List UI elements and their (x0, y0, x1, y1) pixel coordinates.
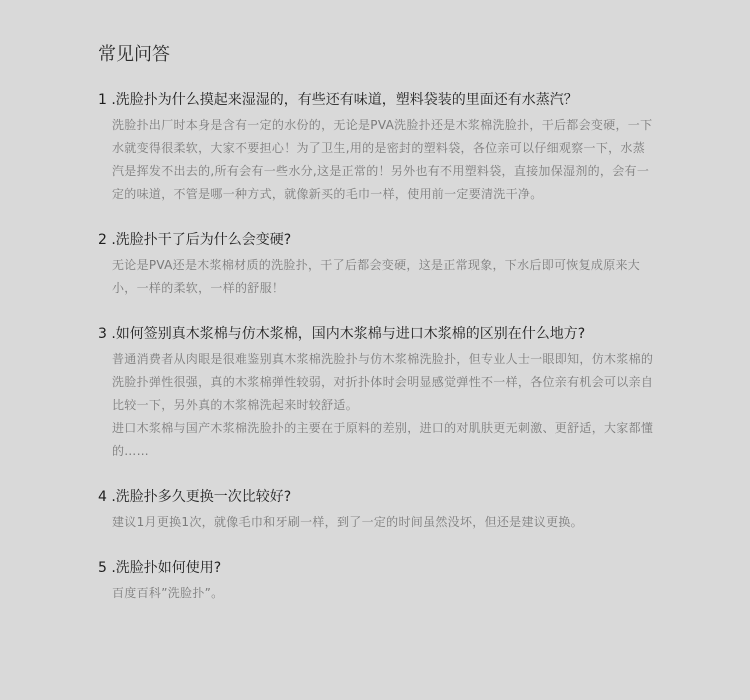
faq-answer-1 (112, 114, 656, 206)
faq-answer-paragraph: 无论是PVA还是木浆棉材质的洗脸扑，干了后都会变硬，这是正常现象，下水后即可恢复成原来大小，一样的柔软，一样的舒服！ (112, 258, 641, 295)
faq-item-4 (98, 487, 658, 534)
faq-answer-paragraph: 进口木浆棉与国产木浆棉洗脸扑的主要在于原料的差别，进口的对肌肤更无刺激、更舒适，大家都懂的…… (112, 421, 654, 458)
faq-answer-paragraph: 普通消费者从肉眼是很难鉴别真木浆棉洗脸扑与仿木浆棉洗脸扑，但专业人士一眼即知，仿木浆棉的洗脸扑弹性很强，真的木浆棉弹性较弱，对折扑体时会明显感觉弹性不一样，各位亲有机会可以亲自比较一下，另外真的木浆棉洗起来时较舒适。 (112, 352, 654, 412)
faq-answer-paragraph: 建议1月更换1次，就像毛巾和牙刷一样，到了一定的时间虽然没坏，但还是建议更换。 (112, 515, 583, 529)
faq-item-1 (98, 90, 658, 206)
faq-question-2: 2 .洗脸扑干了后为什么会变硬? (98, 232, 292, 248)
faq-question-5: 5 .洗脸扑如何使用? (98, 560, 222, 576)
faq-question-4: 4 .洗脸扑多久更换一次比较好? (98, 489, 292, 505)
faq-answer-4 (112, 511, 656, 534)
faq-answer-5 (112, 582, 656, 605)
faq-item-3 (98, 324, 658, 463)
faq-item-5 (98, 558, 658, 605)
faq-question-1: 1 .洗脸扑为什么摸起来湿湿的，有些还有味道，塑料袋装的里面还有水蒸汽？ (98, 92, 578, 108)
faq-title: 常见问答 (98, 44, 170, 65)
faq-answer-2 (112, 254, 656, 300)
faq-answer-paragraph: 百度百科”洗脸扑”。 (112, 586, 224, 600)
faq-section (98, 42, 658, 629)
faq-answer-paragraph: 洗脸扑出厂时本身是含有一定的水份的，无论是PVA洗脸扑还是木浆棉洗脸扑，干后都会变硬，一下水就变得很柔软，大家不要担心！为了卫生,用的是密封的塑料袋，各位亲可以仔细观察一下，水蒸汽是挥发不出去的,所有会有一些水分,这是正常的！另外也有不用塑料袋，直接加保湿剂的，会有一定的味道，不管是哪一种方式，就像新买的毛巾一样，使用前一定要清洗干净。 (112, 118, 653, 201)
faq-answer-3 (112, 348, 656, 463)
faq-question-3: 3 .如何签别真木浆棉与仿木浆棉，国内木浆棉与进口木浆棉的区别在什么地方? (98, 326, 586, 342)
faq-item-2 (98, 230, 658, 300)
